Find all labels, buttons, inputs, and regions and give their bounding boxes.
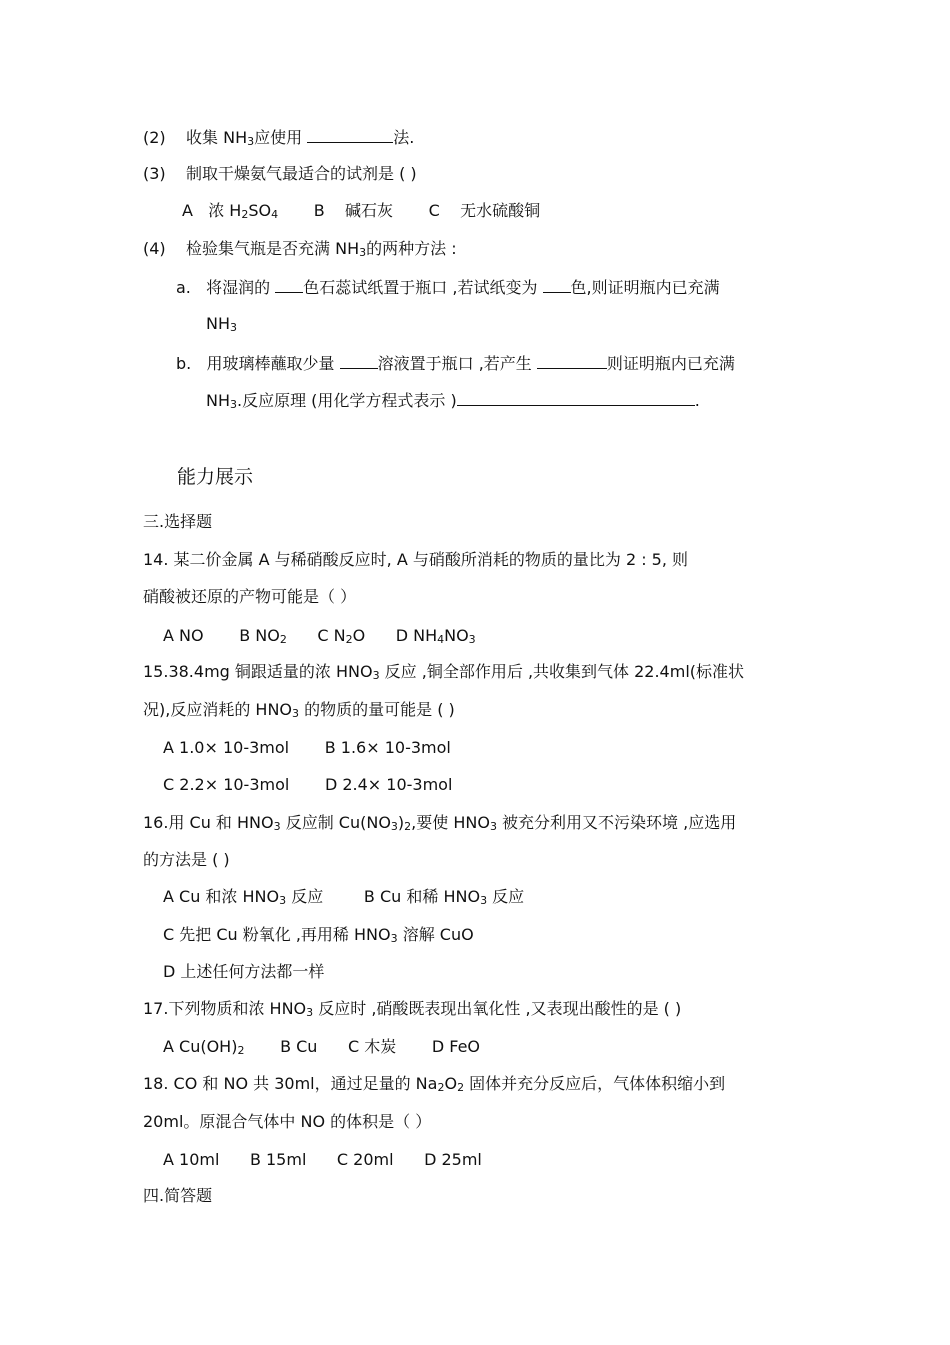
q17-option-c[interactable]: C 木炭 — [347, 1037, 397, 1056]
q14-option-c[interactable]: C $N_2O$ — [317, 626, 366, 646]
q15-option-d[interactable]: D 2.4× 10-3mol — [324, 775, 453, 794]
q18-line1: 18. CO 和 NO 共 30ml，通过足量的 $Na_2O_2$ 固体并充分反应后，气体体积缩小到 — [143, 1074, 726, 1094]
q16-option-a[interactable]: A Cu 和浓 $HNO_3$ 反应 — [163, 887, 324, 907]
q15-line2: 况),反应消耗的 $HNO_3$ 的物质的量可能是 ( ) — [143, 700, 455, 720]
q4b-text2: 溶液置于瓶口 ,若产生 — [377, 354, 532, 373]
q18-option-d[interactable]: D 25ml — [424, 1150, 482, 1169]
q17-line1: 17.下列物质和浓 $HNO_3$ 反应时 ,硝酸既表现出氧化性 ,又表现出酸性的是 ( ) — [143, 999, 682, 1019]
q4a-line — [176, 276, 720, 298]
q4a-line2: $NH_3$ — [206, 314, 237, 334]
q4-text: 检验集气瓶是否充满 NH — [186, 239, 360, 258]
q2-text-mid: 应使用 — [254, 128, 303, 147]
q14-option-b[interactable]: B $NO_2$ — [239, 626, 287, 646]
q3-option-a[interactable]: A 浓 $H_2SO_4$ — [182, 201, 279, 221]
q17-option-b[interactable]: B Cu — [280, 1037, 318, 1056]
q2-line — [143, 126, 414, 148]
section-heading-short-answer: 四.简答题 — [143, 1186, 213, 1205]
section-heading-ability: 能力展示 — [177, 466, 254, 488]
q17-option-a[interactable]: A $Cu(OH)_2$ — [163, 1037, 245, 1057]
answer-blank[interactable] — [537, 352, 607, 369]
q4-number: (4) — [143, 239, 166, 258]
q15-option-c[interactable]: C 2.2× 10-3mol — [163, 775, 290, 794]
q4-line: (4) 检验集气瓶是否充满 $NH_3$的两种方法 : — [143, 239, 457, 259]
q18-option-b[interactable]: B 15ml — [249, 1150, 307, 1169]
subscript: 3 — [247, 135, 255, 148]
q17-options — [163, 1037, 480, 1057]
q4a-label: a. — [176, 278, 191, 297]
q4b-text4: NH — [206, 391, 230, 410]
q4b-line — [176, 352, 735, 374]
q17-option-d[interactable]: D FeO — [431, 1037, 480, 1056]
q3-option-c[interactable]: C 无水硫酸铜 — [428, 201, 541, 220]
q18-options — [163, 1150, 482, 1170]
q2-number: (2) — [143, 128, 166, 147]
q4a-text1: 将湿润的 — [206, 278, 271, 297]
q14-options — [163, 626, 476, 646]
q16-line2: 的方法是 ( ) — [143, 850, 230, 869]
q14-line2: 硝酸被还原的产物可能是（ ） — [143, 587, 357, 606]
q3-text: 制取干燥氨气最适合的试剂是 ( ) — [186, 164, 417, 183]
section-heading-choice: 三.选择题 — [143, 512, 213, 531]
q18-option-a[interactable]: A 10ml — [163, 1150, 220, 1169]
q4b-label: b. — [176, 354, 192, 373]
q3-line — [143, 164, 417, 184]
q4b-text3: 则证明瓶内已充满 — [606, 354, 735, 373]
answer-blank[interactable] — [307, 126, 393, 143]
q16-option-c[interactable]: C 先把 Cu 粉氧化 ,再用稀 $HNO_3$ 溶解 CuO — [163, 925, 474, 945]
q4a-text3: 色,则证明瓶内已充满 — [570, 278, 720, 297]
q18-option-c[interactable]: C 20ml — [336, 1150, 394, 1169]
q4a-text2: 色石蕊试纸置于瓶口 ,若试纸变为 — [303, 278, 538, 297]
q14-option-d[interactable]: D $NH_4NO_3$ — [395, 626, 476, 646]
q4b-text5: .反应原理 (用化学方程式表示 ) — [237, 391, 457, 410]
q15-option-b[interactable]: B 1.6× 10-3mol — [324, 738, 451, 757]
q15-option-a[interactable]: A 1.0× 10-3mol — [163, 738, 290, 757]
q14-line1: 14. 某二价金属 A 与稀硝酸反应时, A 与硝酸所消耗的物质的量比为 2 : 5, 则 — [143, 550, 689, 569]
q16-option-d[interactable]: D 上述任何方法都一样 — [163, 962, 325, 981]
answer-blank[interactable] — [275, 276, 303, 293]
q18-line2: 20ml。原混合气体中 NO 的体积是（ ） — [143, 1112, 432, 1131]
q16-option-b[interactable]: B Cu 和稀 $HNO_3$ 反应 — [363, 887, 525, 907]
q16-options-row1 — [163, 887, 524, 907]
answer-blank[interactable] — [543, 276, 571, 293]
q15-options-row1 — [163, 738, 451, 758]
q15-options-row2 — [163, 775, 452, 795]
q4b-text1: 用玻璃棒蘸取少量 — [206, 354, 335, 373]
q14-option-a[interactable]: A NO — [163, 626, 204, 645]
q2-text-end: 法. — [393, 128, 415, 147]
answer-blank[interactable] — [340, 352, 378, 369]
q4b-text6: . — [694, 391, 700, 410]
q3-number: (3) — [143, 164, 166, 183]
q15-line1: 15.38.4mg 铜跟适量的浓 $HNO_3$ 反应 ,铜全部作用后 ,共收集到气体 22.4ml(标准状 — [143, 662, 745, 682]
q3-option-b[interactable]: B 碱石灰 — [313, 201, 394, 220]
q4-text-end: 的两种方法 : — [366, 239, 457, 258]
q3-options — [182, 201, 540, 221]
q4a-text4: NH — [206, 314, 230, 333]
answer-blank[interactable] — [457, 389, 695, 406]
q4b-line2: $NH_3$.反应原理 (用化学方程式表示 ) . — [206, 391, 700, 411]
q2-text: 收集 NH — [186, 128, 248, 147]
q16-line1: 16.用 Cu 和 $HNO_3$ 反应制 $Cu(NO_3)_2$,要使 $HNO_3$ 被充分利用又不污染环境 ,应选用 — [143, 813, 737, 833]
